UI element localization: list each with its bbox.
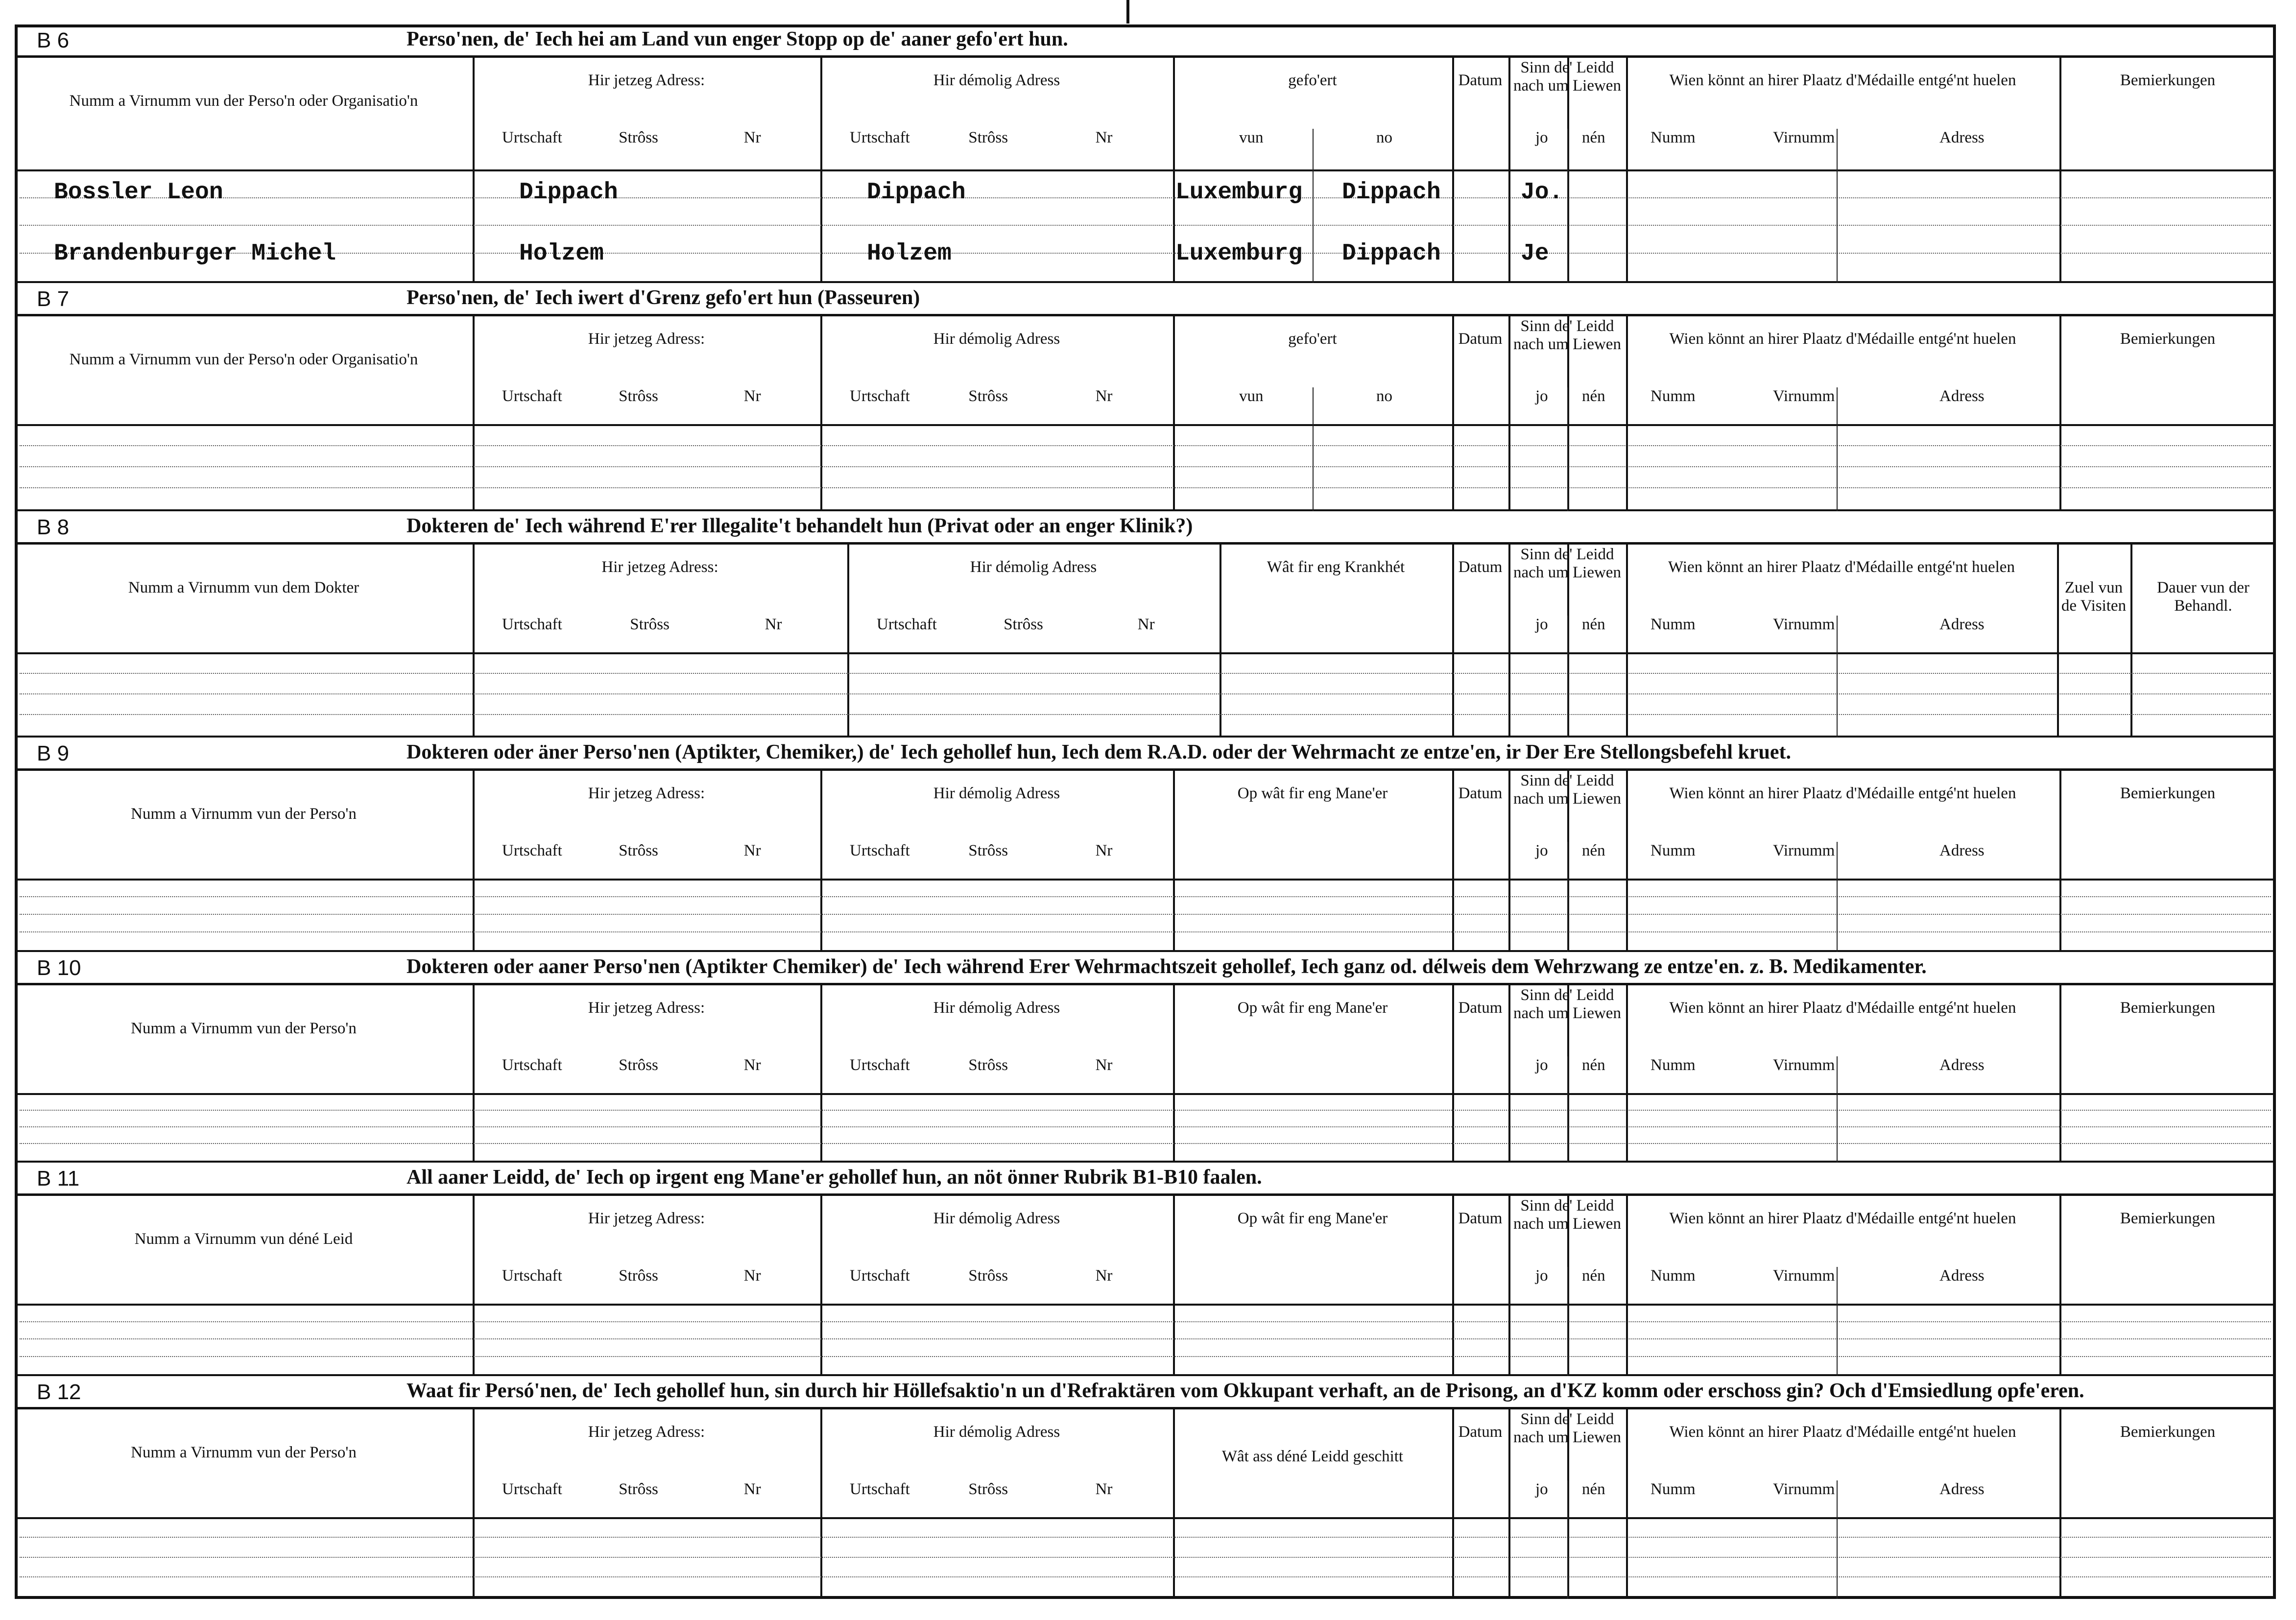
section-b8 [15, 511, 2276, 738]
address-sub-sub_street: Strôss [968, 387, 1008, 405]
medal-name-label: Numm [1650, 1267, 1696, 1285]
address-sub-sub_town: Urtschaft [850, 1267, 910, 1285]
row-guide [20, 714, 2271, 715]
section-code: B 6 [37, 28, 70, 52]
address-sub-sub_nr: Nr [1095, 1056, 1113, 1074]
subcolumn-rule [1837, 1480, 1838, 1599]
address-sub-sub_town: Urtschaft [502, 1480, 562, 1498]
column-illness-label: Wât fir eng Krankhét [1267, 558, 1405, 576]
column-date-label: Datum [1458, 1423, 1503, 1441]
medal-first-label: Virnumm [1773, 387, 1835, 405]
top-tick [1126, 0, 1129, 24]
section-title: Perso'nen, de' Iech hei am Land vun enger Stopp op de' aaner gefo'ert hun. [407, 28, 1068, 50]
row-guide [20, 253, 2271, 254]
row-guide [20, 1110, 2271, 1111]
section-code: B 9 [37, 741, 70, 765]
row-guide [20, 487, 2271, 488]
medal-address-label: Adress [1939, 1480, 1985, 1498]
subcolumn-rule [1313, 129, 1314, 283]
medal-first-label: Virnumm [1773, 129, 1835, 146]
address-sub-sub_town: Urtschaft [502, 129, 562, 146]
column-manner-label: Op wât fir eng Mane'er [1237, 999, 1388, 1017]
column-address-now-label: Hir jetzeg Adress: [588, 1210, 705, 1227]
column-remarks-label: Bemierkungen [2120, 1210, 2216, 1227]
column-route-label: gefo'ert [1288, 330, 1337, 348]
alive-no-label: nén [1582, 842, 1605, 859]
row-guide [20, 1126, 2271, 1127]
row-guide [20, 225, 2271, 226]
column-name-label: Numm a Virnumm vun der Perso'n oder Organisatio'n [69, 92, 418, 110]
header-rule [15, 1304, 2276, 1306]
medal-address-label: Adress [1939, 842, 1985, 859]
medal-first-label: Virnumm [1773, 1056, 1835, 1074]
column-address-then-label: Hir démolig Adress [933, 71, 1060, 89]
column-address-now-label: Hir jetzeg Adress: [588, 71, 705, 89]
subcolumn-rule [1567, 387, 1568, 511]
section-b11 [15, 1163, 2276, 1376]
column-remarks-label: Bemierkungen [2120, 71, 2216, 89]
column-alive-label: Sinn de' Leidd nach um Liewen [1513, 1197, 1621, 1233]
section-title: Perso'nen, de' Iech iwert d'Grenz gefo'ert hun (Passeuren) [407, 286, 920, 309]
column-name-label: Numm a Virnumm vun dem Dokter [128, 579, 359, 596]
medal-address-label: Adress [1939, 387, 1985, 405]
column-name-label: Numm a Virnumm vun der Perso'n [131, 1020, 357, 1037]
column-date-label: Datum [1458, 999, 1503, 1017]
medal-address-label: Adress [1939, 129, 1985, 146]
column-address-then-label: Hir démolig Adress [933, 330, 1060, 348]
section-code: B 12 [37, 1380, 81, 1404]
address-sub-sub_nr: Nr [1095, 129, 1113, 146]
row-guide [20, 693, 2271, 694]
column-date-label: Datum [1458, 785, 1503, 802]
address-sub-sub_nr: Nr [743, 1056, 761, 1074]
address-sub-sub_nr: Nr [1095, 842, 1113, 859]
entry-alive: Jo. [1521, 179, 1563, 206]
address-sub-sub_nr: Nr [743, 842, 761, 859]
medal-name-label: Numm [1650, 616, 1696, 633]
subcolumn-rule [1313, 387, 1314, 511]
address-sub-sub_town: Urtschaft [502, 616, 562, 633]
entry-address-then: Holzem [867, 240, 952, 267]
route-from-label: vun [1239, 129, 1264, 146]
address-sub-sub_street: Strôss [630, 616, 670, 633]
section-b12 [15, 1376, 2276, 1599]
address-sub-sub_town: Urtschaft [850, 1056, 910, 1074]
address-sub-sub_nr: Nr [1095, 387, 1113, 405]
column-address-then-label: Hir démolig Adress [933, 1423, 1060, 1441]
alive-no-label: nén [1582, 387, 1605, 405]
column-date-label: Datum [1458, 330, 1503, 348]
alive-no-label: nén [1582, 1480, 1605, 1498]
subcolumn-rule [1837, 129, 1838, 283]
row-guide [20, 197, 2271, 198]
route-from-label: vun [1239, 387, 1264, 405]
alive-yes-label: jo [1535, 387, 1548, 405]
medal-name-label: Numm [1650, 129, 1696, 146]
medal-first-label: Virnumm [1773, 1480, 1835, 1498]
entry-address-now: Holzem [519, 240, 604, 267]
address-sub-sub_nr: Nr [743, 1267, 761, 1285]
medal-name-label: Numm [1650, 1480, 1696, 1498]
address-sub-sub_town: Urtschaft [850, 842, 910, 859]
section-header [15, 24, 2276, 58]
column-name-label: Numm a Virnumm vun der Perso'n [131, 805, 357, 823]
medal-name-label: Numm [1650, 842, 1696, 859]
section-title: Dokteren de' Iech während E'rer Illegalite't behandelt hun (Privat oder an enger Klinik?) [407, 515, 1193, 537]
alive-yes-label: jo [1535, 616, 1548, 633]
alive-yes-label: jo [1535, 1480, 1548, 1498]
medal-first-label: Virnumm [1773, 616, 1835, 633]
medal-name-label: Numm [1650, 1056, 1696, 1074]
section-code: B 8 [37, 515, 70, 539]
section-b9 [15, 738, 2276, 952]
column-address-then-label: Hir démolig Adress [933, 1210, 1060, 1227]
column-alive-label: Sinn de' Leidd nach um Liewen [1513, 546, 1621, 581]
column-address-now-label: Hir jetzeg Adress: [588, 999, 705, 1017]
column-name-label: Numm a Virnumm vun déné Leid [134, 1230, 353, 1248]
header-rule [15, 1093, 2276, 1095]
subcolumn-rule [1567, 1480, 1568, 1599]
row-guide [20, 1576, 2271, 1577]
address-sub-sub_street: Strôss [619, 387, 658, 405]
column-medal-label: Wien könnt an hirer Plaatz d'Médaille entgé'nt huelen [1669, 1210, 2016, 1227]
section-title: Dokteren oder äner Perso'nen (Aptikter, Chemiker,) de' Iech gehollef hun, Iech dem R.A.D. oder der Wehrmacht ze entze'en, ir Der Ere Stellongsbefehl kruet. [407, 741, 1791, 763]
column-address-then-label: Hir démolig Adress [933, 999, 1060, 1017]
section-code: B 7 [37, 287, 70, 311]
column-alive-label: Sinn de' Leidd nach um Liewen [1513, 317, 1621, 353]
alive-yes-label: jo [1535, 1056, 1548, 1074]
subcolumn-rule [1567, 129, 1568, 283]
entry-name: Bossler Leon [54, 179, 223, 206]
row-guide [20, 1338, 2271, 1339]
section-b6 [15, 24, 2276, 283]
subcolumn-rule [1567, 616, 1568, 738]
address-sub-sub_street: Strôss [619, 129, 658, 146]
alive-yes-label: jo [1535, 129, 1548, 146]
address-sub-sub_nr: Nr [1095, 1267, 1113, 1285]
entry-route-to: Dippach [1342, 240, 1441, 267]
subcolumn-rule [1837, 616, 1838, 738]
section-title: All aaner Leidd, de' Iech op irgent eng Mane'er gehollef hun, an nöt önner Rubrik B1-B10 faalen. [407, 1166, 1262, 1189]
column-duration-label: Dauer vun der Behandl. [2157, 579, 2249, 615]
header-rule [15, 652, 2276, 654]
column-date-label: Datum [1458, 1210, 1503, 1227]
route-to-label: no [1376, 129, 1392, 146]
address-sub-sub_street: Strôss [619, 1267, 658, 1285]
address-sub-sub_nr: Nr [1095, 1480, 1113, 1498]
subcolumn-rule [1837, 387, 1838, 511]
column-date-label: Datum [1458, 71, 1503, 89]
row-guide [20, 673, 2271, 674]
column-manner-label: Op wât fir eng Mane'er [1237, 1210, 1388, 1227]
address-sub-sub_nr: Nr [743, 1480, 761, 1498]
medal-name-label: Numm [1650, 387, 1696, 405]
column-remarks-label: Bemierkungen [2120, 1423, 2216, 1441]
address-sub-sub_town: Urtschaft [850, 129, 910, 146]
column-medal-label: Wien könnt an hirer Plaatz d'Médaille entgé'nt huelen [1669, 1423, 2016, 1441]
section-header [15, 1376, 2276, 1409]
medal-address-label: Adress [1939, 1056, 1985, 1074]
column-alive-label: Sinn de' Leidd nach um Liewen [1513, 59, 1621, 95]
medal-address-label: Adress [1939, 1267, 1985, 1285]
column-alive-label: Sinn de' Leidd nach um Liewen [1513, 1410, 1621, 1446]
address-sub-sub_street: Strôss [619, 842, 658, 859]
column-name-label: Numm a Virnumm vun der Perso'n [131, 1444, 357, 1461]
address-sub-sub_street: Strôss [968, 1480, 1008, 1498]
entry-address-now: Dippach [519, 179, 618, 206]
entry-route-from: Luxemburg [1175, 179, 1303, 206]
column-remarks-label: Bemierkungen [2120, 785, 2216, 802]
medal-address-label: Adress [1939, 616, 1985, 633]
header-rule [15, 1517, 2276, 1519]
header-rule [15, 879, 2276, 881]
alive-no-label: nén [1582, 1056, 1605, 1074]
column-what-label: Wât ass déné Leidd geschitt [1221, 1448, 1404, 1465]
entry-address-then: Dippach [867, 179, 966, 206]
row-guide [20, 1321, 2271, 1322]
frame-right [2273, 24, 2275, 1599]
section-b7 [15, 283, 2276, 511]
header-rule [15, 424, 2276, 426]
entry-route-from: Luxemburg [1175, 240, 1303, 267]
column-address-now-label: Hir jetzeg Adress: [588, 330, 705, 348]
section-bottom-rule [15, 1597, 2276, 1599]
row-guide [20, 1143, 2271, 1144]
entry-name: Brandenburger Michel [54, 240, 336, 267]
address-sub-sub_town: Urtschaft [850, 1480, 910, 1498]
address-sub-sub_street: Strôss [968, 129, 1008, 146]
column-medal-label: Wien könnt an hirer Plaatz d'Médaille entgé'nt huelen [1669, 71, 2016, 89]
address-sub-sub_street: Strôss [619, 1480, 658, 1498]
alive-no-label: nén [1582, 129, 1605, 146]
row-guide [20, 1537, 2271, 1538]
header-rule [15, 169, 2276, 171]
column-rule [1173, 1409, 1175, 1599]
column-address-now-label: Hir jetzeg Adress: [601, 558, 718, 576]
column-rule [2130, 545, 2132, 738]
row-guide [20, 445, 2271, 446]
column-remarks-label: Bemierkungen [2120, 330, 2216, 348]
medal-first-label: Virnumm [1773, 842, 1835, 859]
column-address-now-label: Hir jetzeg Adress: [588, 785, 705, 802]
address-sub-sub_nr: Nr [743, 387, 761, 405]
section-header [15, 952, 2276, 985]
section-code: B 11 [37, 1167, 80, 1191]
section-title: Dokteren oder aaner Perso'nen (Aptikter Chemiker) de' Iech während Erer Wehrmachtszeit gehollef, Iech ganz od. délweis dem Wehrzwang ze entze'en. z. B. Medikamenter. [407, 955, 1927, 978]
column-date-label: Datum [1458, 558, 1503, 576]
address-sub-sub_street: Strôss [1004, 616, 1043, 633]
alive-yes-label: jo [1535, 842, 1548, 859]
address-sub-sub_town: Urtschaft [502, 1267, 562, 1285]
address-sub-sub_town: Urtschaft [877, 616, 937, 633]
medal-first-label: Virnumm [1773, 1267, 1835, 1285]
address-sub-sub_street: Strôss [968, 842, 1008, 859]
entry-route-to: Dippach [1342, 179, 1441, 206]
alive-no-label: nén [1582, 616, 1605, 633]
section-b10 [15, 952, 2276, 1163]
column-visits-label: Zuel vun de Visiten [2061, 579, 2127, 615]
section-header [15, 1163, 2276, 1196]
section-header [15, 511, 2276, 545]
alive-no-label: nén [1582, 1267, 1605, 1285]
column-medal-label: Wien könnt an hirer Plaatz d'Médaille entgé'nt huelen [1668, 558, 2015, 576]
row-guide [20, 914, 2271, 915]
row-guide [20, 931, 2271, 932]
address-sub-sub_street: Strôss [968, 1056, 1008, 1074]
column-address-now-label: Hir jetzeg Adress: [588, 1423, 705, 1441]
address-sub-sub_town: Urtschaft [502, 842, 562, 859]
entry-alive: Je [1521, 240, 1549, 267]
route-to-label: no [1376, 387, 1392, 405]
address-sub-sub_nr: Nr [743, 129, 761, 146]
address-sub-sub_town: Urtschaft [850, 387, 910, 405]
section-code: B 10 [37, 956, 81, 980]
alive-yes-label: jo [1535, 1267, 1548, 1285]
row-guide [20, 896, 2271, 897]
column-remarks-label: Bemierkungen [2120, 999, 2216, 1017]
column-alive-label: Sinn de' Leidd nach um Liewen [1513, 986, 1621, 1022]
column-manner-label: Op wât fir eng Mane'er [1237, 785, 1388, 802]
address-sub-sub_town: Urtschaft [502, 387, 562, 405]
address-sub-sub_town: Urtschaft [502, 1056, 562, 1074]
section-title: Waat fir Persó'nen, de' Iech gehollef hun, sin durch hir Höllefsaktio'n un d'Refraktären vom Okkupant verhaft, an de Prisong, an d'KZ komm oder erschoss gin? Och d'Emsiedlung opfe'eren. [407, 1380, 2084, 1402]
section-header [15, 738, 2276, 771]
column-rule [2057, 545, 2059, 738]
column-medal-label: Wien könnt an hirer Plaatz d'Médaille entgé'nt huelen [1669, 999, 2016, 1017]
column-address-then-label: Hir démolig Adress [933, 785, 1060, 802]
column-medal-label: Wien könnt an hirer Plaatz d'Médaille entgé'nt huelen [1669, 785, 2016, 802]
address-sub-sub_street: Strôss [968, 1267, 1008, 1285]
column-alive-label: Sinn de' Leidd nach um Liewen [1513, 772, 1621, 808]
column-medal-label: Wien könnt an hirer Plaatz d'Médaille entgé'nt huelen [1669, 330, 2016, 348]
row-guide [20, 466, 2271, 467]
address-sub-sub_street: Strôss [619, 1056, 658, 1074]
row-guide [20, 1557, 2271, 1558]
row-guide [20, 1356, 2271, 1357]
address-sub-sub_nr: Nr [1137, 616, 1155, 633]
address-sub-sub_nr: Nr [765, 616, 782, 633]
column-route-label: gefo'ert [1288, 71, 1337, 89]
section-header [15, 283, 2276, 316]
column-name-label: Numm a Virnumm vun der Perso'n oder Organisatio'n [69, 351, 418, 368]
column-address-then-label: Hir démolig Adress [970, 558, 1097, 576]
